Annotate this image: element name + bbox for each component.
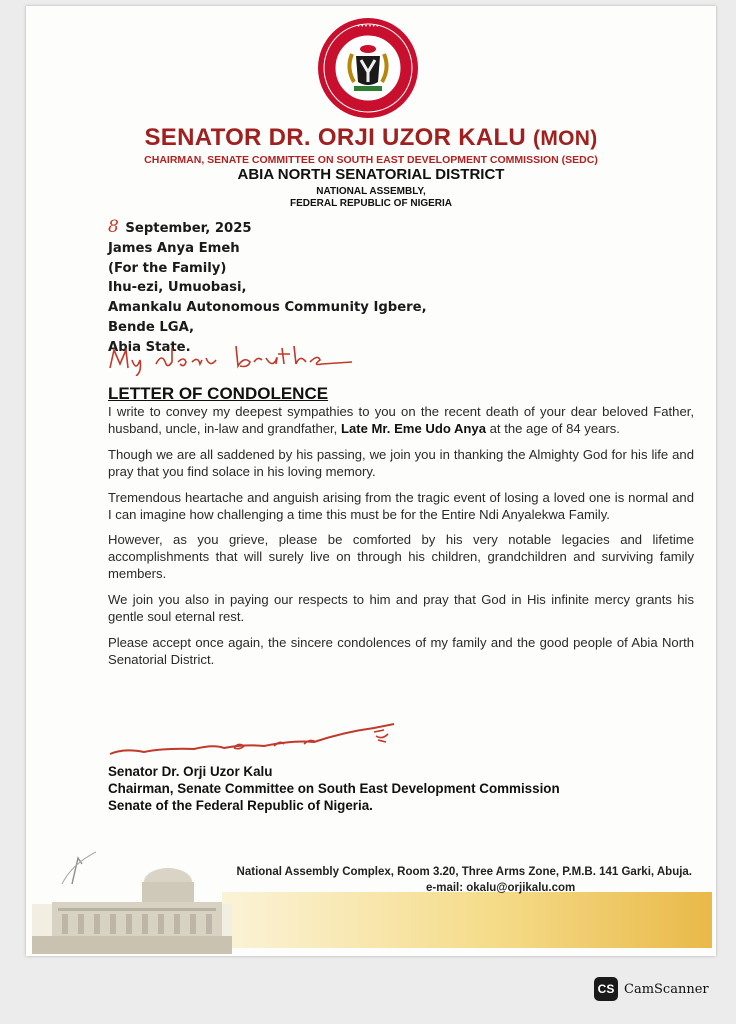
footer-band xyxy=(32,844,712,954)
senator-name-heading xyxy=(26,124,716,152)
footer-gradient-band xyxy=(222,892,712,948)
footer-email: e-mail: okalu@orjikalu.com xyxy=(426,882,576,894)
chairman-line: CHAIRMAN, SENATE COMMITTEE ON SOUTH EAST DEVELOPMENT COMMISSION (SEDC) xyxy=(144,154,598,166)
address-block xyxy=(108,218,427,358)
letter-title: LETTER OF CONDOLENCE xyxy=(108,384,329,403)
senate-seal-icon xyxy=(316,16,420,120)
closing-block xyxy=(108,763,560,814)
handwritten-salutation xyxy=(106,342,356,376)
recipient-line: (For the Family) xyxy=(108,260,227,276)
recipient-line: James Anya Emeh xyxy=(108,240,240,256)
national-assembly-building-icon xyxy=(32,844,232,954)
body-paragraph: Though we are all saddened by his passing, we join you in thanking the Almighty God for his life and pray that you find solace in his loving memory. xyxy=(108,446,694,479)
letter-page xyxy=(26,6,716,956)
signatory-institution: Senate of the Federal Republic of Nigeria. xyxy=(108,798,373,813)
body-paragraph xyxy=(108,404,694,438)
p1-text: I write to convey my deepest sympathies to you on the recent death of your dear beloved Father, husband, uncle, in-law and grandfather, xyxy=(108,404,694,436)
svg-text:• • • • • •: • • • • • • xyxy=(357,24,379,30)
senator-name: SENATOR DR. ORJI UZOR KALU xyxy=(144,124,527,151)
signatory-title: Chairman, Senate Committee on South East Development Commission xyxy=(108,781,560,796)
signature xyxy=(104,718,404,762)
honorific: (MON) xyxy=(533,127,598,150)
deceased-name: Late Mr. Eme Udo Anya xyxy=(340,420,486,436)
camscanner-watermark xyxy=(594,977,709,1001)
date-rest: September, 2025 xyxy=(125,221,252,236)
recipient-line: Bende LGA, xyxy=(108,319,195,335)
body-paragraph: Please accept once again, the sincere condolences of my family and the good people of Abia North Senatorial District. xyxy=(108,634,694,667)
letter-body xyxy=(108,404,694,678)
camscanner-logo-icon: CS xyxy=(594,977,618,1001)
p1-end-text: at the age of 84 years. xyxy=(489,420,620,436)
signatory-name: Senator Dr. Orji Uzor Kalu xyxy=(108,764,273,779)
body-paragraph: We join you also in paying our respects to him and pray that God in His infinite mercy grants his gentle soul eternal rest. xyxy=(108,592,694,625)
camscanner-label: CamScanner xyxy=(624,981,709,997)
recipient-line: Amankalu Autonomous Community Igbere, xyxy=(108,300,427,316)
date-day: 8 xyxy=(108,217,119,237)
body-paragraph: However, as you grieve, please be comforted by his very notable legacies and lifetime accomplishments that will surely live on through his children, grandchildren and surviving family members. xyxy=(108,532,694,582)
assembly-line: NATIONAL ASSEMBLY, xyxy=(316,186,426,197)
recipient-line: Ihu-ezi, Umuobasi, xyxy=(108,280,247,296)
republic-line: FEDERAL REPUBLIC OF NIGERIA xyxy=(289,198,453,209)
footer-address: National Assembly Complex, Room 3.20, Three Arms Zone, P.M.B. 141 Garki, Abuja. xyxy=(236,866,692,878)
letter-date xyxy=(108,218,427,239)
district-line: ABIA NORTH SENATORIAL DISTRICT xyxy=(237,166,505,183)
recipient-line: Abia State. xyxy=(108,339,191,355)
body-paragraph: Tremendous heartache and anguish arising from the tragic event of losing a loved one is normal and I can imagine how challenging a time this must be for the Entire Ndi Anyalekwa Family. xyxy=(108,489,694,522)
